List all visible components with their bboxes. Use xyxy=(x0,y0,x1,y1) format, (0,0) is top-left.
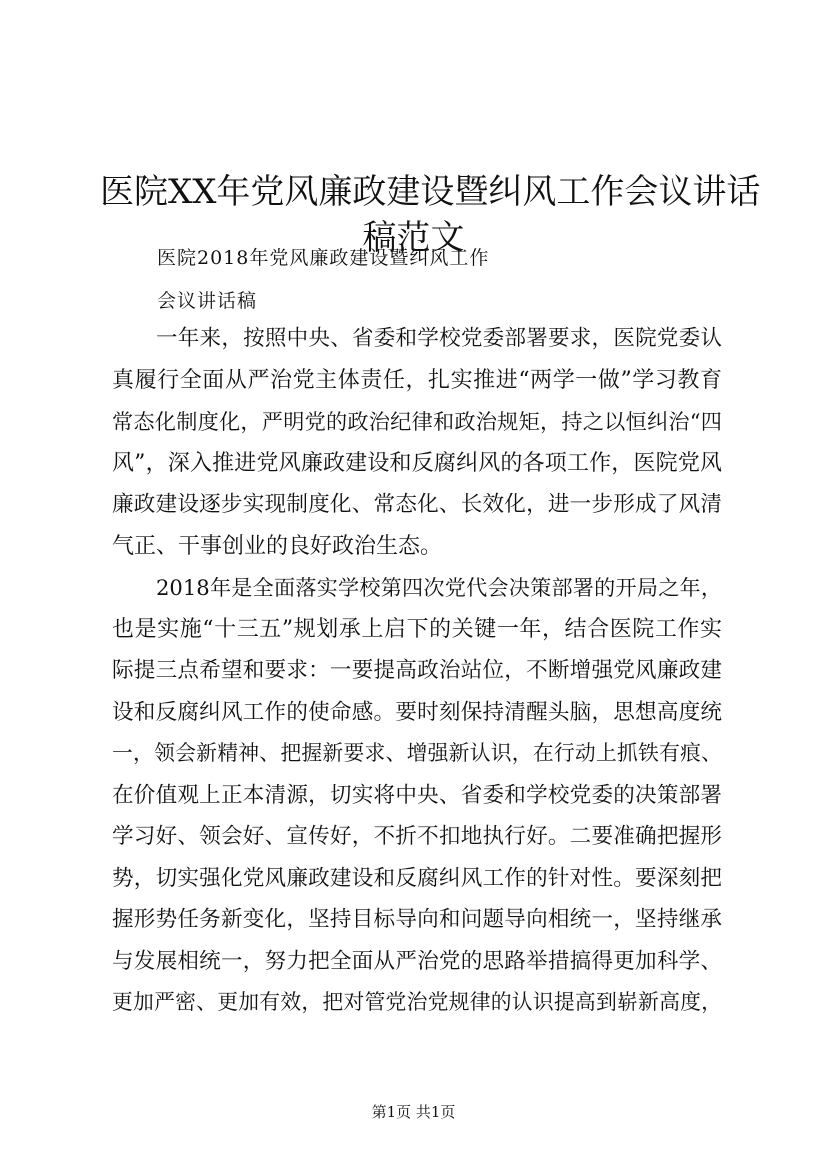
paragraph-1-line: 风”，深入推进党风廉政建设和反腐纠风的各项工作，医院党风 xyxy=(112,450,722,476)
paragraph-2-line: 势，切实强化党风廉政建设和反腐纠风工作的针对性。要深刻把 xyxy=(112,865,722,891)
paragraph-2-line: 际提三点希望和要求：一要提高政治站位，不断增强党风廉政建 xyxy=(112,658,722,683)
subtitle-line-1: 医院2018年党风廉政建设暨纠风工作 xyxy=(157,247,490,269)
page-footer: 第1页 共1页 xyxy=(371,1103,456,1121)
paragraph-2-line: 2018年是全面落实学校第四次党代会决策部署的开局之年， xyxy=(156,575,722,600)
paragraph-2-line: 与发展相统一，努力把全面从严治党的思路举措搞得更加科学、 xyxy=(112,948,722,974)
subtitle-line-2: 会议讲话稿 xyxy=(157,290,258,312)
paragraph-2-line: 在价值观上正本清源，切实将中央、省委和学校党委的决策部署 xyxy=(112,782,722,808)
paragraph-2-line: 设和反腐纠风工作的使命感。要时刻保持清醒头脑，思想高度统 xyxy=(112,699,722,725)
paragraph-2-line: 一，领会新精神、把握新要求、增强新认识，在行动上抓铁有痕、 xyxy=(112,741,722,765)
paragraph-2-line: 更加严密、更加有效，把对管党治党规律的认识提高到崭新高度， xyxy=(112,990,722,1014)
paragraph-1-line: 廉政建设逐步实现制度化、常态化、长效化，进一步形成了风清 xyxy=(112,492,722,517)
paragraph-2 xyxy=(112,567,722,1024)
paragraph-2-line: 握形势任务新变化，坚持目标导向和问题导向相统一，坚持继承 xyxy=(112,907,722,932)
paragraph-1 xyxy=(112,318,722,567)
title-line-2: 稿范文 xyxy=(362,217,465,258)
paragraph-1-line: 常态化制度化，严明党的政治纪律和政治规矩，持之以恒纠治“四 xyxy=(112,409,722,434)
paragraph-1-line: 一年来，按照中央、省委和学校党委部署要求，医院党委认 xyxy=(156,326,722,351)
paragraph-2-line: 也是实施“十三五”规划承上启下的关键一年，结合医院工作实 xyxy=(112,616,722,642)
title-line-1: 医院XX年党风廉政建设暨纠风工作会议讲话 xyxy=(100,171,761,212)
paragraph-1-line: 气正、干事创业的良好政治生态。 xyxy=(112,533,443,559)
paragraph-2-line: 学习好、领会好、宣传好，不折不扣地执行好。二要准确把握形 xyxy=(112,824,722,849)
paragraph-1-line: 真履行全面从严治党主体责任，扎实推进“两学一做”学习教育 xyxy=(112,367,722,393)
